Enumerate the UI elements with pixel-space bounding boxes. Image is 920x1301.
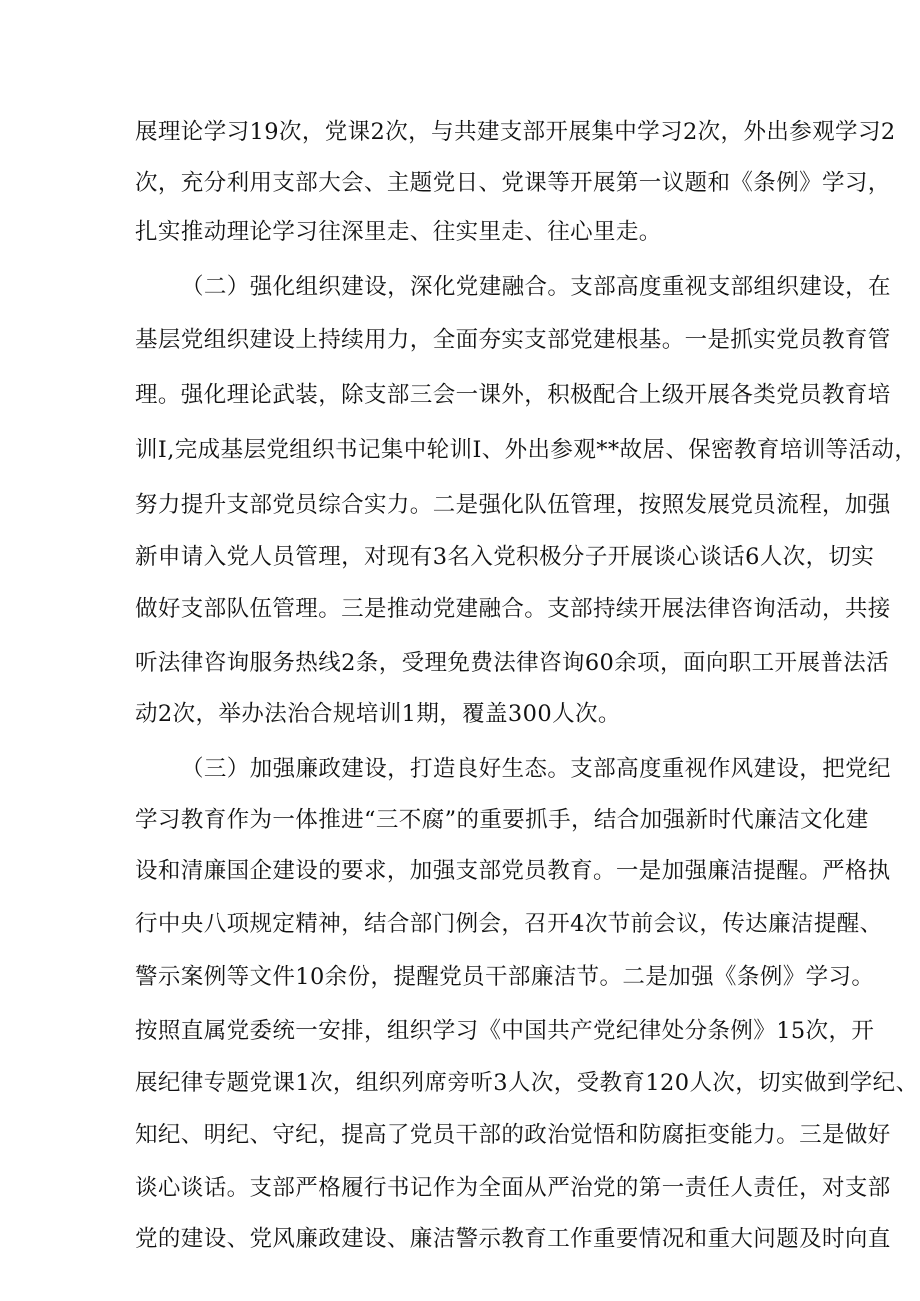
text-line: 党的建设、党风廉政建设、廉洁警示教育工作重要情况和重大问题及时向直	[135, 1226, 891, 1252]
text-line: 基层党组织建设上持续用力，全面夯实支部党建根基。一是抓实党员教育管	[135, 327, 891, 353]
text-line: 展纪律专题党课1次，组织列席旁听3人次，受教育120人次，切实做到学纪、	[135, 1070, 919, 1096]
text-line: 谈心谈话。支部严格履行书记作为全面从严治党的第一责任人责任，对支部	[135, 1175, 891, 1201]
text-line: 听法律咨询服务热线2条，受理免费法律咨询60余项，面向职工开展普法活	[135, 650, 890, 676]
text-line: 新申请入党人员管理，对现有3名入党积极分子开展谈心谈话6人次，切实	[135, 544, 875, 570]
text-line: 努力提升支部党员综合实力。二是强化队伍管理，按照发展党员流程，加强	[135, 492, 891, 518]
text-line: 警示案例等文件10余份，提醒党员干部廉洁节。二是加强《条例》学习。	[135, 964, 875, 990]
text-line: 知纪、明纪、守纪，提高了党员干部的政治觉悟和防腐拒变能力。三是做好	[135, 1122, 891, 1148]
text-line: 学习教育作为一体推进“三不腐”的重要抓手，结合加强新时代廉洁文化建	[135, 807, 869, 833]
text-line: 做好支部队伍管理。三是推动党建融合。支部持续开展法律咨询活动，共接	[135, 596, 891, 622]
text-line: 理。强化理论武装，除支部三会一课外，积极配合上级开展各类党员教育培	[135, 382, 891, 408]
paragraph-heading-line: （二）强化组织建设，深化党建融合。支部高度重视支部组织建设，在	[181, 274, 891, 300]
text-line: 按照直属党委统一安排，组织学习《中国共产党纪律处分条例》15次，开	[135, 1018, 875, 1044]
text-line: 行中央八项规定精神，结合部门例会，召开4次节前会议，传达廉洁提醒、	[135, 911, 883, 937]
text-line: 动2次，举办法治合规培训1期，覆盖300人次。	[135, 701, 621, 727]
text-line: 展理论学习19次，党课2次，与共建支部开展集中学习2次，外出参观学习2	[135, 119, 896, 145]
text-line: 训I,完成基层党组织书记集中轮训I、外出参观**故居、保密教育培训等活动，	[135, 437, 918, 463]
paragraph-heading-line: （三）加强廉政建设，打造良好生态。支部高度重视作风建设，把党纪	[181, 756, 891, 782]
text-line: 设和清廉国企建设的要求，加强支部党员教育。一是加强廉洁提醒。严格执	[135, 858, 891, 884]
text-line: 扎实推动理论学习往深里走、往实里走、往心里走。	[135, 219, 662, 245]
text-line: 次，充分利用支部大会、主题党日、党课等开展第一议题和《条例》学习，	[135, 170, 891, 196]
